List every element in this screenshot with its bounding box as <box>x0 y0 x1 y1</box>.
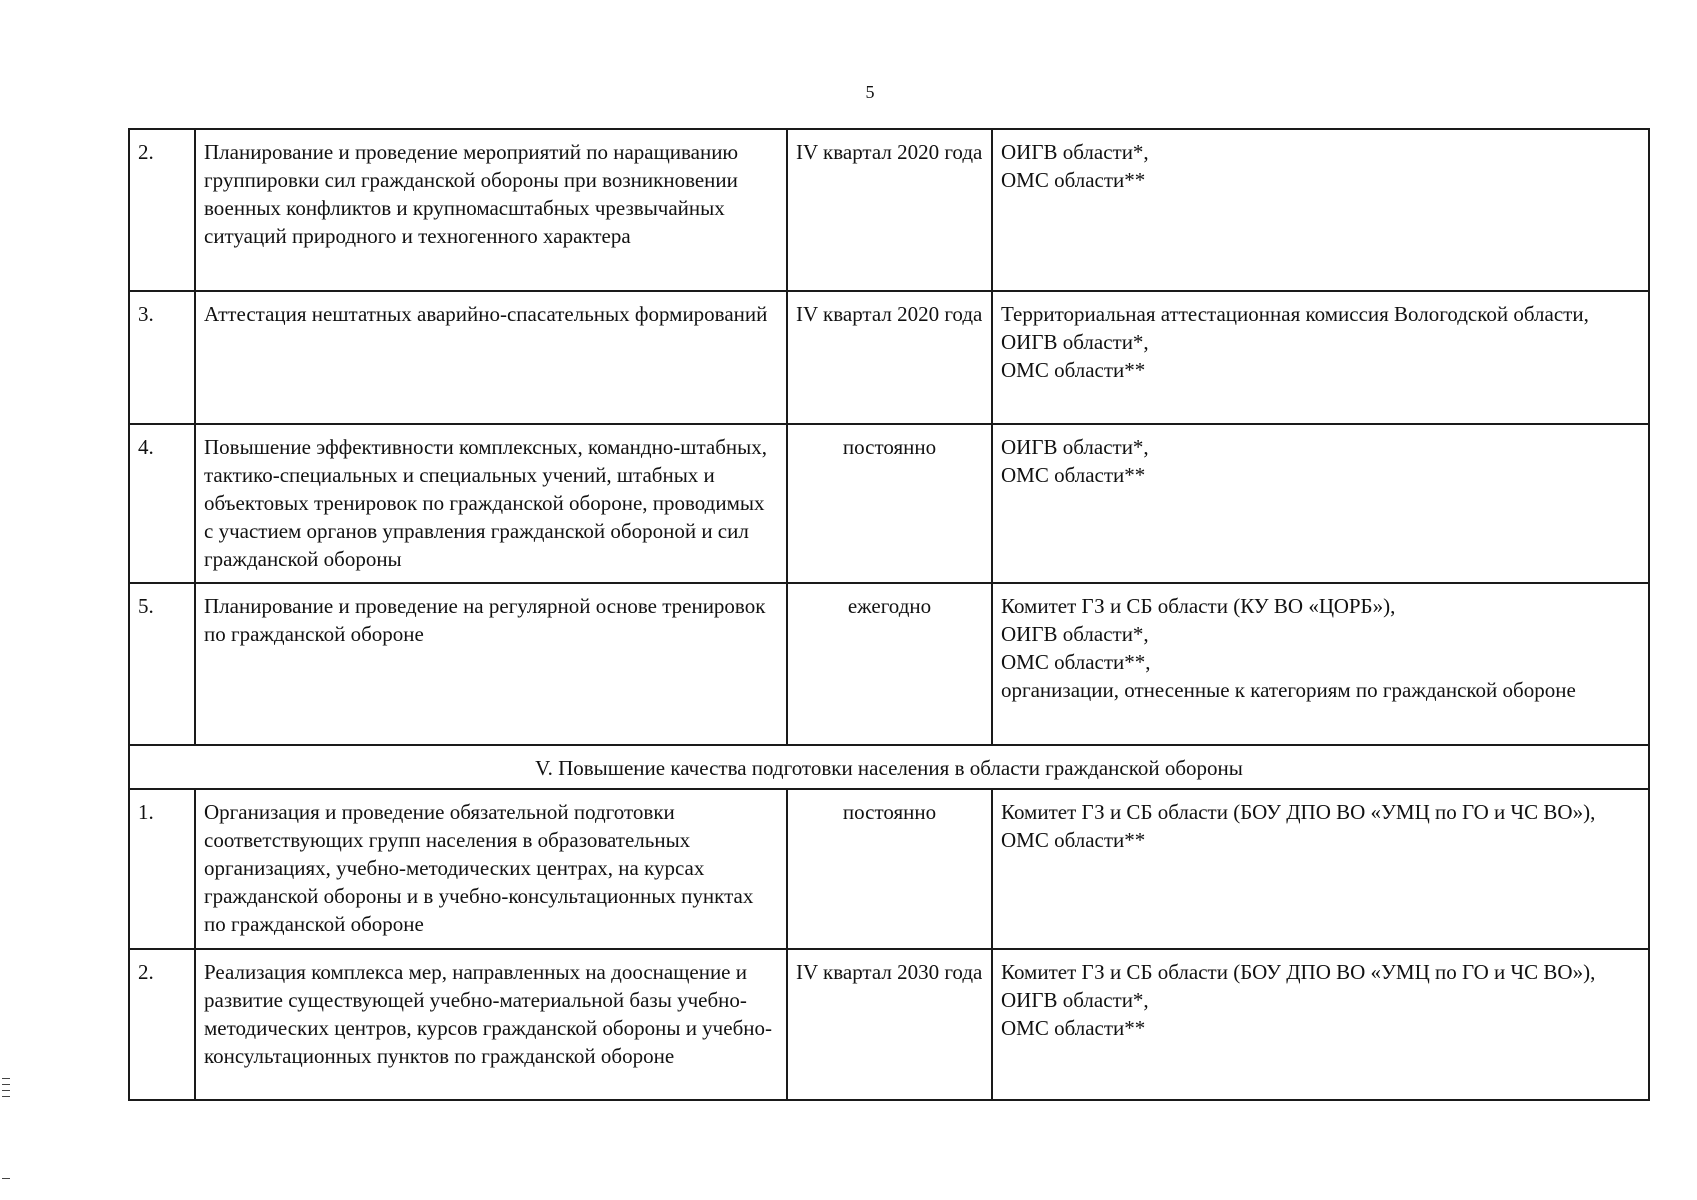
measure-description: Реализация комплекса мер, направленных на дооснащение и развитие существующей учебно-материальной базы учебно-методических центров, курсов гражданской обороны и учебно-консультационных пунктов по гражданской обороне <box>195 949 787 1100</box>
row-number: 2. <box>129 949 195 1100</box>
responsible-line: ОИГВ области*, <box>1001 622 1149 646</box>
section-title: V. Повышение качества подготовки населения в области гражданской обороны <box>129 745 1649 789</box>
measure-deadline: ежегодно <box>787 583 992 745</box>
measure-responsible <box>992 789 1649 949</box>
section-row <box>129 745 1649 789</box>
measure-description: Повышение эффективности комплексных, командно-штабных, тактико-специальных и специальных учений, штабных и объектовых тренировок по гражданской обороне, проводимых с участием органов управления гражданской обороной и сил гражданской обороны <box>195 424 787 583</box>
responsible-line: ОИГВ области*, <box>1001 988 1149 1012</box>
table-row <box>129 789 1649 949</box>
measure-responsible <box>992 129 1649 291</box>
table-row <box>129 129 1649 291</box>
measure-description: Планирование и проведение мероприятий по наращиванию группировки сил гражданской обороны при возникновении военных конфликтов и крупномасштабных чрезвычайных ситуаций природного и техногенного характера <box>195 129 787 291</box>
responsible-line: ОМС области** <box>1001 463 1146 487</box>
table-row <box>129 424 1649 583</box>
responsible-line: Комитет ГЗ и СБ области (БОУ ДПО ВО «УМЦ по ГО и ЧС ВО»), <box>1001 960 1596 984</box>
scan-margin-mark <box>2 1096 10 1097</box>
responsible-line: ОМС области**, <box>1001 650 1151 674</box>
responsible-line: организации, отнесенные к категориям по гражданской обороне <box>1001 678 1576 702</box>
responsible-line: Комитет ГЗ и СБ области (БОУ ДПО ВО «УМЦ по ГО и ЧС ВО»), <box>1001 800 1596 824</box>
measure-responsible <box>992 424 1649 583</box>
row-number: 5. <box>129 583 195 745</box>
scan-margin-mark <box>2 1090 10 1091</box>
table-row <box>129 583 1649 745</box>
responsible-line: ОМС области** <box>1001 358 1146 382</box>
table-row <box>129 949 1649 1100</box>
measure-description: Аттестация нештатных аварийно-спасательных формирований <box>195 291 787 424</box>
measures-table <box>128 128 1650 1101</box>
measure-description: Планирование и проведение на регулярной основе тренировок по гражданской обороне <box>195 583 787 745</box>
measure-deadline: IV квартал 2030 года <box>787 949 992 1100</box>
row-number: 1. <box>129 789 195 949</box>
responsible-line: ОИГВ области*, <box>1001 435 1149 459</box>
responsible-line: Территориальная аттестационная комиссия Вологодской области, <box>1001 302 1589 326</box>
row-number: 2. <box>129 129 195 291</box>
responsible-line: ОИГВ области*, <box>1001 140 1149 164</box>
responsible-line: ОИГВ области*, <box>1001 330 1149 354</box>
scan-margin-mark <box>2 1178 10 1179</box>
measure-deadline: IV квартал 2020 года <box>787 291 992 424</box>
row-number: 4. <box>129 424 195 583</box>
measure-description: Организация и проведение обязательной подготовки соответствующих групп населения в образовательных организациях, учебно-методических центрах, на курсах гражданской обороны и в учебно-консультационных пунктах по гражданской обороне <box>195 789 787 949</box>
responsible-line: ОМС области** <box>1001 168 1146 192</box>
measure-responsible <box>992 291 1649 424</box>
responsible-line: ОМС области** <box>1001 828 1146 852</box>
responsible-line: Комитет ГЗ и СБ области (КУ ВО «ЦОРБ»), <box>1001 594 1396 618</box>
table-row <box>129 291 1649 424</box>
measure-responsible <box>992 583 1649 745</box>
scan-margin-mark <box>2 1084 10 1085</box>
responsible-line: ОМС области** <box>1001 1016 1146 1040</box>
row-number: 3. <box>129 291 195 424</box>
page-number: 5 <box>865 82 875 102</box>
measure-deadline: постоянно <box>787 789 992 949</box>
measure-deadline: IV квартал 2020 года <box>787 129 992 291</box>
measure-deadline: постоянно <box>787 424 992 583</box>
measure-responsible <box>992 949 1649 1100</box>
scan-margin-mark <box>2 1078 10 1079</box>
